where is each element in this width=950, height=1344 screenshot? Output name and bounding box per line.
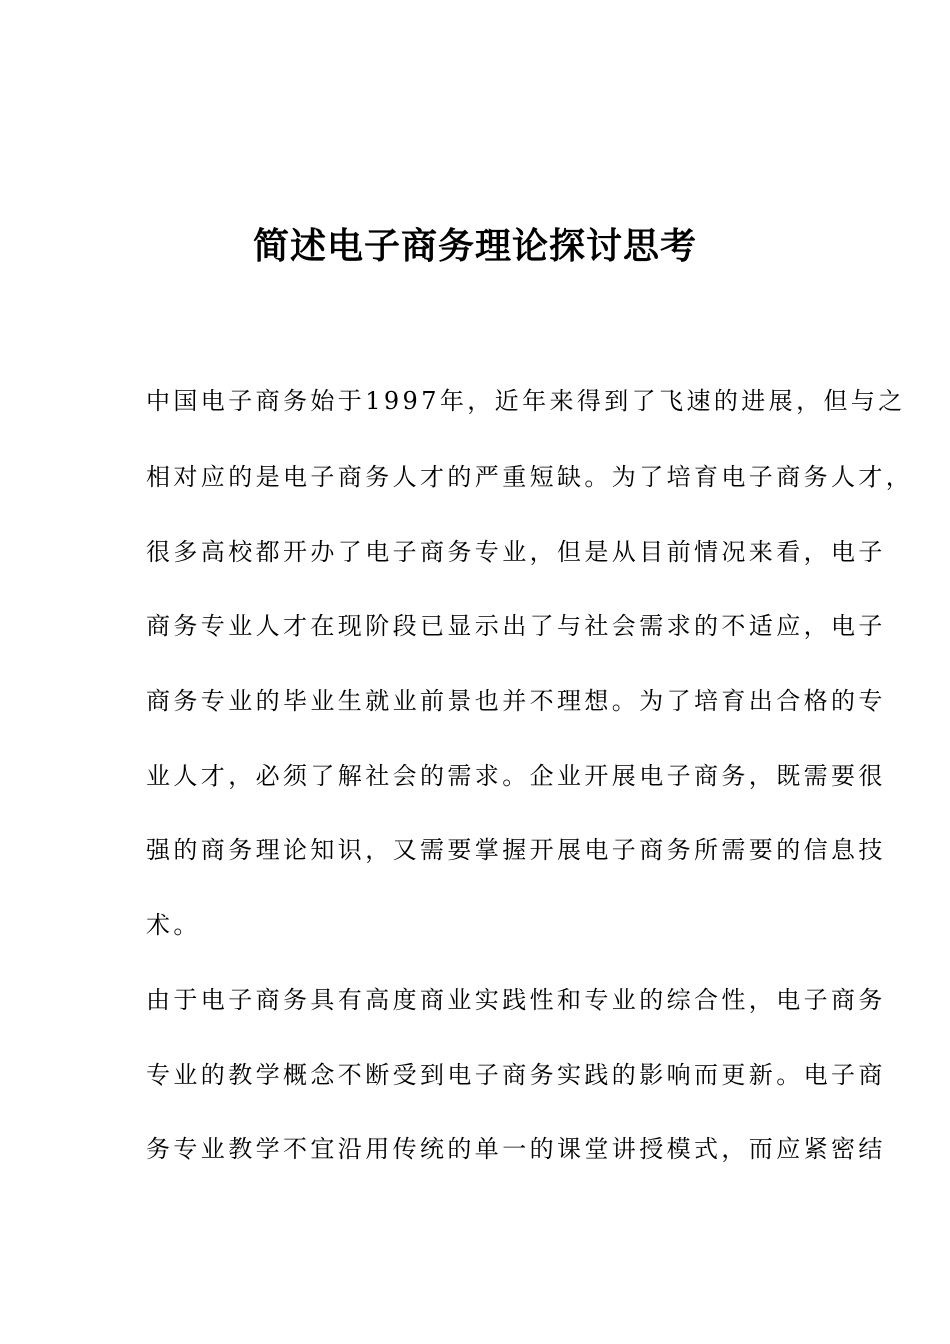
document-title: 简述电子商务理论探讨思考 xyxy=(252,226,697,267)
paragraph-line: 术。 xyxy=(146,911,201,939)
paragraph-line: 务专业教学不宜沿用传统的单一的课堂讲授模式，而应紧密结 xyxy=(146,1135,886,1163)
paragraph-line: 强的商务理论知识，又需要掌握开展电子商务所需要的信息技 xyxy=(146,836,886,864)
paragraph-line: 商务专业的毕业生就业前景也并不理想。为了培育出合格的专 xyxy=(146,687,886,715)
paragraph-line: 业人才，必须了解社会的需求。企业开展电子商务，既需要很 xyxy=(146,762,886,790)
paragraph-line: 商务专业人才在现阶段已显示出了与社会需求的不适应，电子 xyxy=(146,612,886,640)
paragraph-line: 中国电子商务始于1997年，近年来得到了飞速的进展，但与之 xyxy=(146,387,906,415)
paragraph-line: 很多高校都开办了电子商务专业，但是从目前情况来看，电子 xyxy=(146,538,886,566)
paragraph-line: 由于电子商务具有高度商业实践性和专业的综合性，电子商务 xyxy=(146,986,886,1014)
paragraph-line: 相对应的是电子商务人才的严重短缺。为了培育电子商务人才， xyxy=(146,463,914,491)
paragraph-line: 专业的教学概念不断受到电子商务实践的影响而更新。电子商 xyxy=(146,1061,886,1089)
